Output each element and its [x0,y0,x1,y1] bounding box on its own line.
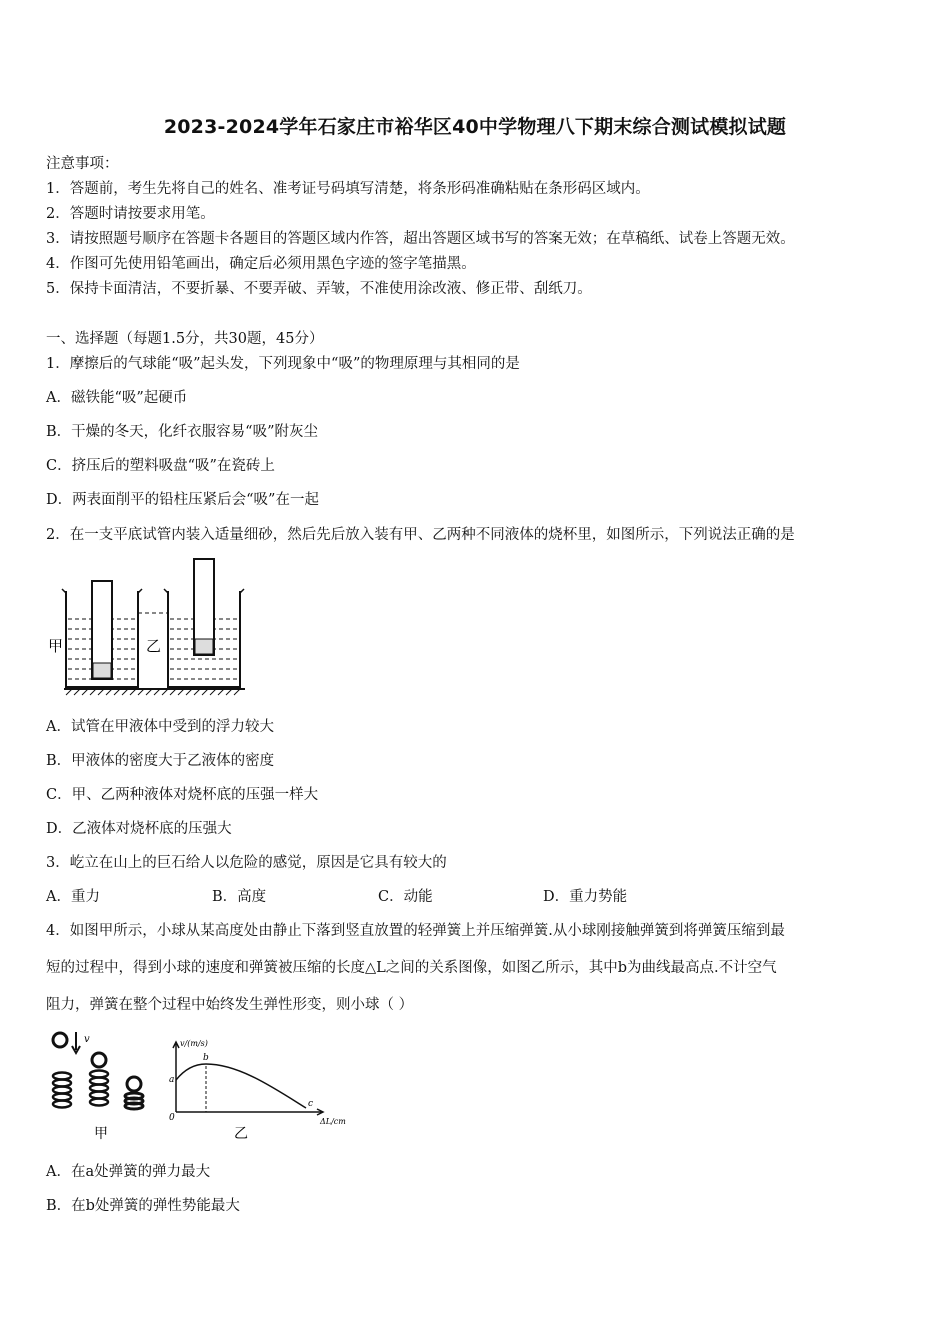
q4-stem-line-2: 短的过程中，得到小球的速度和弹簧被压缩的长度△L之间的关系图像，如图乙所示，其中b为曲线最高点.不计空气 [46,960,777,976]
label-jia: 甲 [48,637,64,655]
ball-icon [53,1033,67,1047]
arrow-label: v [84,1034,90,1045]
beakers-diagram [40,555,250,697]
q1-option-c: C．挤压后的塑料吸盘“吸”在瓷砖上 [46,458,275,474]
q3-option-a: A．重力 [46,889,100,905]
section-heading: 一、选择题（每题1.5分，共30题，45分） [46,331,324,347]
q4-figure [44,1026,374,1146]
point-b: b [203,1053,209,1063]
q4-stem-line-3: 阻力，弹簧在整个过程中始终发生弹性形变，则小球（ ） [46,997,414,1013]
notice-item-4: 4．作图可先使用铅笔画出，确定后必须用黑色字迹的签字笔描黑。 [46,256,476,272]
q2-option-a: A．试管在甲液体中受到的浮力较大 [46,719,274,735]
spring-3 [125,1093,143,1109]
label-yi: 乙 [146,637,162,655]
point-c: c [308,1099,314,1109]
spring-velocity-diagram [44,1026,374,1146]
q3-option-c: C．动能 [378,889,433,905]
q3-stem: 3．屹立在山上的巨石给人以危险的感觉，原因是它具有较大的 [46,855,447,871]
ball-icon-3 [127,1077,141,1091]
spring-2 [90,1071,108,1106]
q1-option-d: D．两表面削平的铅柱压紧后会“吸”在一起 [46,492,319,508]
label-jia: 甲 [94,1126,108,1142]
notice-item-2: 2．答题时请按要求用笔。 [46,206,215,222]
velocity-curve [176,1064,306,1108]
q2-figure [40,555,250,697]
page-title: 2023-2024学年石家庄市裕华区40中学物理八下期末综合测试模拟试题 [163,116,787,138]
notice-item-3: 3．请按照题号顺序在答题卡各题目的答题区域内作答，超出答题区域书写的答案无效；在草稿纸、试卷上答题无效。 [46,231,795,247]
q4-stem-line-1: 4．如图甲所示，小球从某高度处由静止下落到竖直放置的轻弹簧上并压缩弹簧.从小球刚接触弹簧到将弹簧压缩到最 [46,923,785,939]
q2-stem: 2．在一支平底试管内装入适量细砂，然后先后放入装有甲、乙两种不同液体的烧杯里，如图所示，下列说法正确的是 [46,527,795,543]
label-yi: 乙 [234,1126,248,1142]
notice-item-1: 1．答题前，考生先将自己的姓名、准考证号码填写清楚，将条形码准确粘贴在条形码区域内。 [46,181,650,197]
q3-option-d: D．重力势能 [543,889,628,905]
q1-option-a: A．磁铁能“吸”起硬币 [46,390,188,406]
q4-option-a: A．在a处弹簧的弹力最大 [46,1164,211,1180]
spring-1 [53,1073,71,1108]
notice-item-5: 5．保持卡面清洁，不要折暴、不要弄破、弄皱，不准使用涂改液、修正带、刮纸刀。 [46,281,592,297]
q1-stem: 1．摩擦后的气球能“吸”起头发，下列现象中“吸”的物理原理与其相同的是 [46,356,520,372]
point-a: a [169,1075,175,1085]
notice-heading: 注意事项： [46,156,119,172]
origin-label: 0 [169,1113,175,1123]
x-axis-label: ΔL/cm [320,1117,346,1126]
ball-icon-2 [92,1053,106,1067]
q4-option-b: B．在b处弹簧的弹性势能最大 [46,1198,240,1214]
q1-option-b: B．干燥的冬天，化纤衣服容易“吸”附灰尘 [46,424,318,440]
q2-option-c: C．甲、乙两种液体对烧杯底的压强一样大 [46,787,319,803]
y-axis-label: v/(m/s) [180,1039,208,1048]
q3-option-b: B．高度 [212,889,267,905]
q2-option-d: D．乙液体对烧杯底的压强大 [46,821,232,837]
q2-option-b: B．甲液体的密度大于乙液体的密度 [46,753,275,769]
